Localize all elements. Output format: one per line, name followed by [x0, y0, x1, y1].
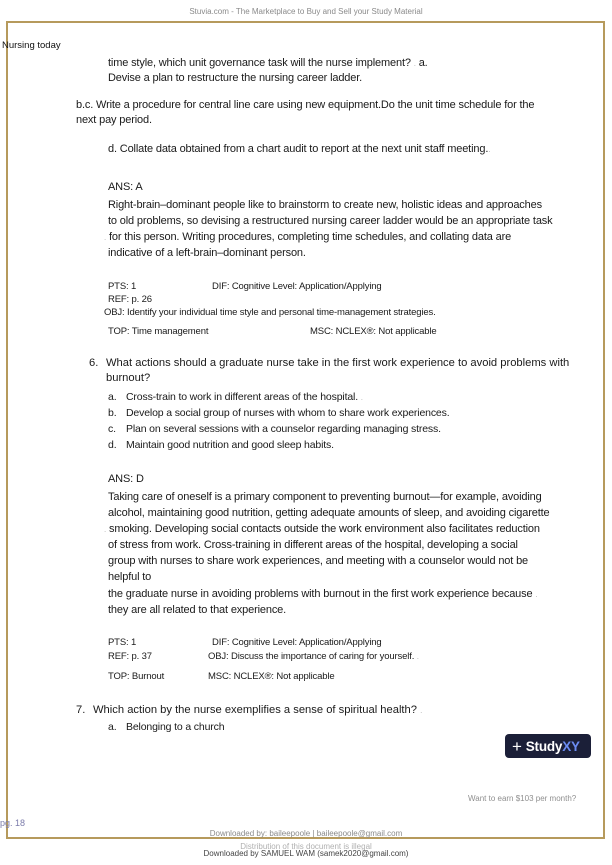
- prev-pts: PTS: 1: [108, 281, 137, 292]
- prev-dif: DIF: Cognitive Level: Application/Applying: [212, 281, 382, 292]
- q6-option-a: a. Cross-train to work in different areas of the hospital. .: [108, 391, 363, 403]
- earn-link[interactable]: Want to earn $103 per month?: [468, 794, 577, 803]
- prev-rationale-line: to old problems, so devising a restructured nursing career ladder would be an appropriate task: [108, 215, 553, 227]
- prev-ref: REF: p. 26: [108, 294, 152, 305]
- running-head: Nursing today: [2, 40, 61, 51]
- page-number: pg. 18: [0, 818, 26, 828]
- q6-option-d: d. Maintain good nutrition and good sleep habits.: [108, 439, 334, 451]
- q6-rationale-line: helpful to: [108, 571, 152, 583]
- downloaded-by-note: Downloaded by: baileepoole | baileepoole@gmail.com: [209, 829, 403, 838]
- q6-obj: OBJ: Discuss the importance of caring for yourself. .: [208, 651, 419, 662]
- prev-obj: OBJ: Identify your individual time style and personal time-management strategies.: [104, 307, 436, 318]
- q6-option-b: b. Develop a social group of nurses with whom to share work experiences.: [108, 407, 450, 419]
- prev-rationale-line: . for this person. Writing procedures, completing time schedules, and collating data are: [104, 231, 512, 243]
- prev-option-d: d. Collate data obtained from a chart audit to report at the next unit staff meeting..: [108, 143, 491, 155]
- prev-top: TOP: Time management: [108, 326, 209, 337]
- q6-rationale-line: Taking care of oneself is a primary component to preventing burnout—for example, avoiding: [108, 491, 542, 503]
- q6-rationale-line: the graduate nurse in avoiding problems with burnout in the first work experience because .: [108, 588, 538, 600]
- studyxy-label: StudyXY: [525, 738, 580, 754]
- downloaded-by-note-2: Downloaded by SAMUEL WAM (samek2020@gmail.com): [203, 849, 409, 858]
- q6-msc: MSC: NCLEX®: Not applicable: [208, 671, 335, 682]
- studyxy-button[interactable]: [505, 734, 591, 758]
- q6-rationale-line: . smoking. Developing social contacts outside the work environment also facilitates reduction: [104, 523, 540, 535]
- prev-option-a: Devise a plan to restructure the nursing career ladder.: [108, 72, 363, 84]
- q6-rationale-line: of stress from work. Cross-training in different areas of the hospital, developing a social: [108, 539, 518, 551]
- stuvia-banner: Stuvia.com - The Marketplace to Buy and Sell your Study Material: [189, 7, 423, 16]
- prev-answer: ANS: A: [108, 181, 143, 193]
- q6-pts: PTS: 1: [108, 637, 137, 648]
- q6-answer: ANS: D: [108, 473, 144, 485]
- prev-msc: MSC: NCLEX®: Not applicable: [310, 326, 437, 337]
- distribution-notice: Distribution of this document is illegal: [240, 842, 372, 851]
- q6-dif: DIF: Cognitive Level: Application/Applying: [212, 637, 382, 648]
- q6-top: TOP: Burnout: [108, 671, 165, 682]
- question-6-stem: 6. What actions should a graduate nurse take in the first work experience to avoid problems with: [89, 357, 570, 369]
- question-6-stem-cont: burnout?: [106, 372, 151, 384]
- prev-option-bc: b.c. Write a procedure for central line care using new equipment.Do the unit time schedule for the: [76, 99, 535, 111]
- q6-ref: REF: p. 37: [108, 651, 152, 662]
- q6-rationale-line: group with nurses to share work experiences, and meeting with a counselor would not be: [108, 555, 529, 567]
- q7-option-a: a. Belonging to a church: [108, 721, 225, 733]
- prev-rationale-line: Right-brain–dominant people like to brainstorm to create new, holistic ideas and approaches: [108, 199, 542, 211]
- plus-icon: +: [512, 736, 522, 756]
- prev-rationale-line: indicative of a left-brain–dominant person.: [108, 247, 306, 259]
- prev-option-bc-cont: next pay period.: [76, 114, 152, 126]
- q6-rationale-line: they are all related to that experience.: [108, 604, 287, 616]
- prev-stem-line1: time style, which unit governance task will the nurse implement? . a.: [108, 57, 428, 69]
- question-7-stem: 7. Which action by the nurse exemplifies a sense of spiritual health? .: [76, 704, 423, 716]
- q6-rationale-line: alcohol, maintaining good nutrition, getting adequate amounts of sleep, and avoiding cigarette: [108, 507, 550, 519]
- q6-option-c: c. Plan on several sessions with a counselor regarding managing stress.: [108, 423, 441, 435]
